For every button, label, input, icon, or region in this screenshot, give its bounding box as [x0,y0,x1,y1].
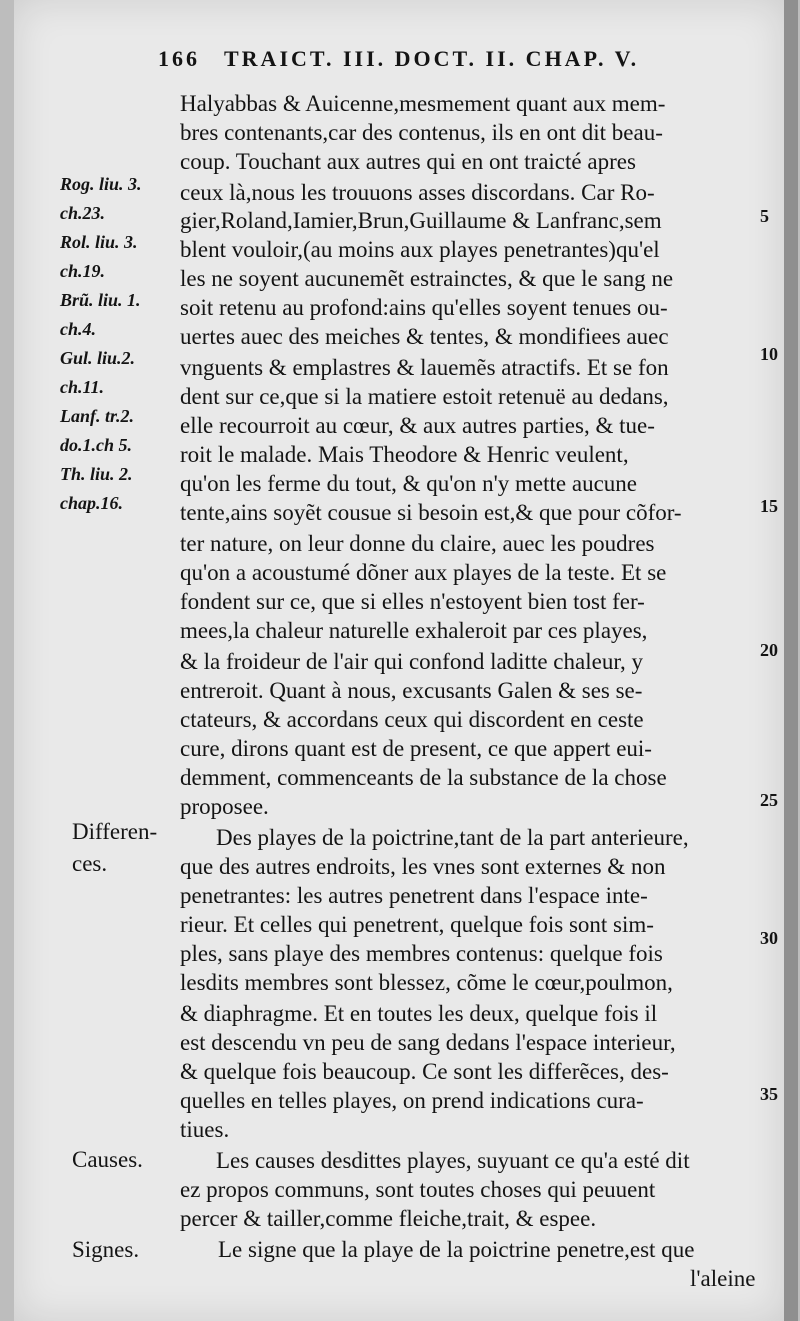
text-line: & quelque fois beaucoup. Ce sont les differẽces, des- [180,1059,669,1084]
text-line: elle recourroit au cœur, & aux autres parties, & tue- [180,413,655,438]
text-line: ter nature, on leur donne du claire, auec les poudres [180,531,655,556]
text-line: soit retenu au profond:ains qu'elles soyent tenues ou- [180,295,668,320]
text-line: vnguents & emplastres & lauemẽs atractifs. Et se fon [180,355,669,380]
text-line: Halyabbas & Auicenne,mesmement quant aux mem- [180,91,666,116]
text-line: coup. Touchant aux autres qui en ont traicté apres [180,149,636,174]
text-line: ples, sans playe des membres contenus: quelque fois [180,941,663,966]
text-line: demment, commenceants de la substance de la chose [180,765,667,790]
text-line: l'aleine [690,1266,756,1291]
text-line: cure, dirons quant est de present, ce que appert eui- [180,736,652,761]
margin-heading-differences: Differen- [72,819,158,844]
side-note-reference: ch.4. [60,319,96,339]
text-line: Des playes de la poictrine,tant de la part anterieure, [216,825,689,850]
text-line: lesdits membres sont blessez, cõme le cœur,poulmon, [180,970,673,995]
line-number: 15 [760,496,778,516]
book-page [14,0,784,1321]
text-line: qu'on a acoustumé dõner aux playes de la teste. Et se [180,560,667,585]
text-line: proposee. [180,794,269,819]
line-number: 5 [760,206,769,226]
text-line: ez propos communs, sont toutes choses qui peuuent [180,1177,656,1202]
text-line: & la froideur de l'air qui confond laditte chaleur, y [180,649,644,674]
text-line: rieur. Et celles qui penetrent, quelque fois sont sim- [180,912,654,937]
line-number: 20 [760,640,778,660]
text-line: penetrantes: les autres penetrent dans l'espace inte- [180,883,648,908]
line-number: 35 [760,1084,778,1104]
margin-heading-differences-cont: ces. [72,851,108,876]
text-line: tente,ains soyẽt cousue si besoin est,& que pour cõfor- [180,500,682,525]
side-note-reference: Th. liu. 2. [60,464,133,484]
text-line: entreroit. Quant à nous, excusants Galen & ses se- [180,678,643,703]
page-edge [784,0,798,1321]
text-line: quelles en telles playes, on prend indications cura- [180,1088,644,1113]
side-note-reference: ch.11. [60,377,105,397]
text-line: bres contenants,car des contenus, ils en ont dit beau- [180,120,663,145]
text-line: percer & tailler,comme fleiche,trait, & espee. [180,1206,597,1231]
margin-heading-causes: Causes. [72,1147,143,1172]
side-note-reference: do.1.ch 5. [60,435,132,455]
text-line: les ne soyent aucunemẽt estrainctes, & que le sang ne [180,266,674,291]
text-line: ceux là,nous les trouuons asses discordans. Car Ro- [180,180,655,205]
side-note-reference: ch.19. [60,261,105,281]
text-line: mees,la chaleur naturelle exhaleroit par ces playes, [180,618,648,643]
text-line: qu'on les ferme du tout, & qu'on n'y mette aucune [180,471,637,496]
running-header [158,46,718,86]
text-line: Le signe que la playe de la poictrine penetre,est que [218,1237,695,1262]
side-note-reference: ch.23. [60,203,105,223]
text-line: que des autres endroits, les vnes sont externes & non [180,854,666,879]
line-number: 30 [760,928,778,948]
margin-heading-signes: Signes. [72,1237,140,1262]
text-line: blent vouloir,(au moins aux playes penetrantes)qu'el [180,237,660,262]
text-line: dent sur ce,que si la matiere estoit retenuë au dedans, [180,384,669,409]
side-note-reference: chap.16. [60,493,123,513]
side-note-reference: Brũ. liu. 1. [60,290,141,310]
side-note-reference: Rog. liu. 3. [60,174,142,194]
text-line: fondent sur ce, que si elles n'estoyent bien tost fer- [180,589,645,614]
text-line: & diaphragme. Et en toutes les deux, quelque fois il [180,1001,658,1026]
text-line: Les causes desdittes playes, suyuant ce qu'a esté dit [216,1148,690,1173]
text-line: uertes auec des meiches & tentes, & mondifiees auec [180,324,669,349]
text-line: ctateurs, & accordans ceux qui discordent en ceste [180,707,644,732]
line-number: 10 [760,344,778,364]
line-number: 25 [760,790,778,810]
side-note-reference: Lanf. tr.2. [60,406,135,426]
text-line: tiues. [180,1117,230,1142]
running-title: TRAICT. III. DOCT. II. CHAP. V. [224,46,640,71]
side-note-reference: Gul. liu.2. [60,348,136,368]
side-note-reference: Rol. liu. 3. [60,232,138,252]
page-number: 166 [158,46,200,71]
text-line: est descendu vn peu de sang dedans l'espace interieur, [180,1030,676,1055]
text-line: roit le malade. Mais Theodore & Henric veulent, [180,442,629,467]
text-line: gier,Roland,Iamier,Brun,Guillaume & Lanfranc,sem [180,208,662,233]
